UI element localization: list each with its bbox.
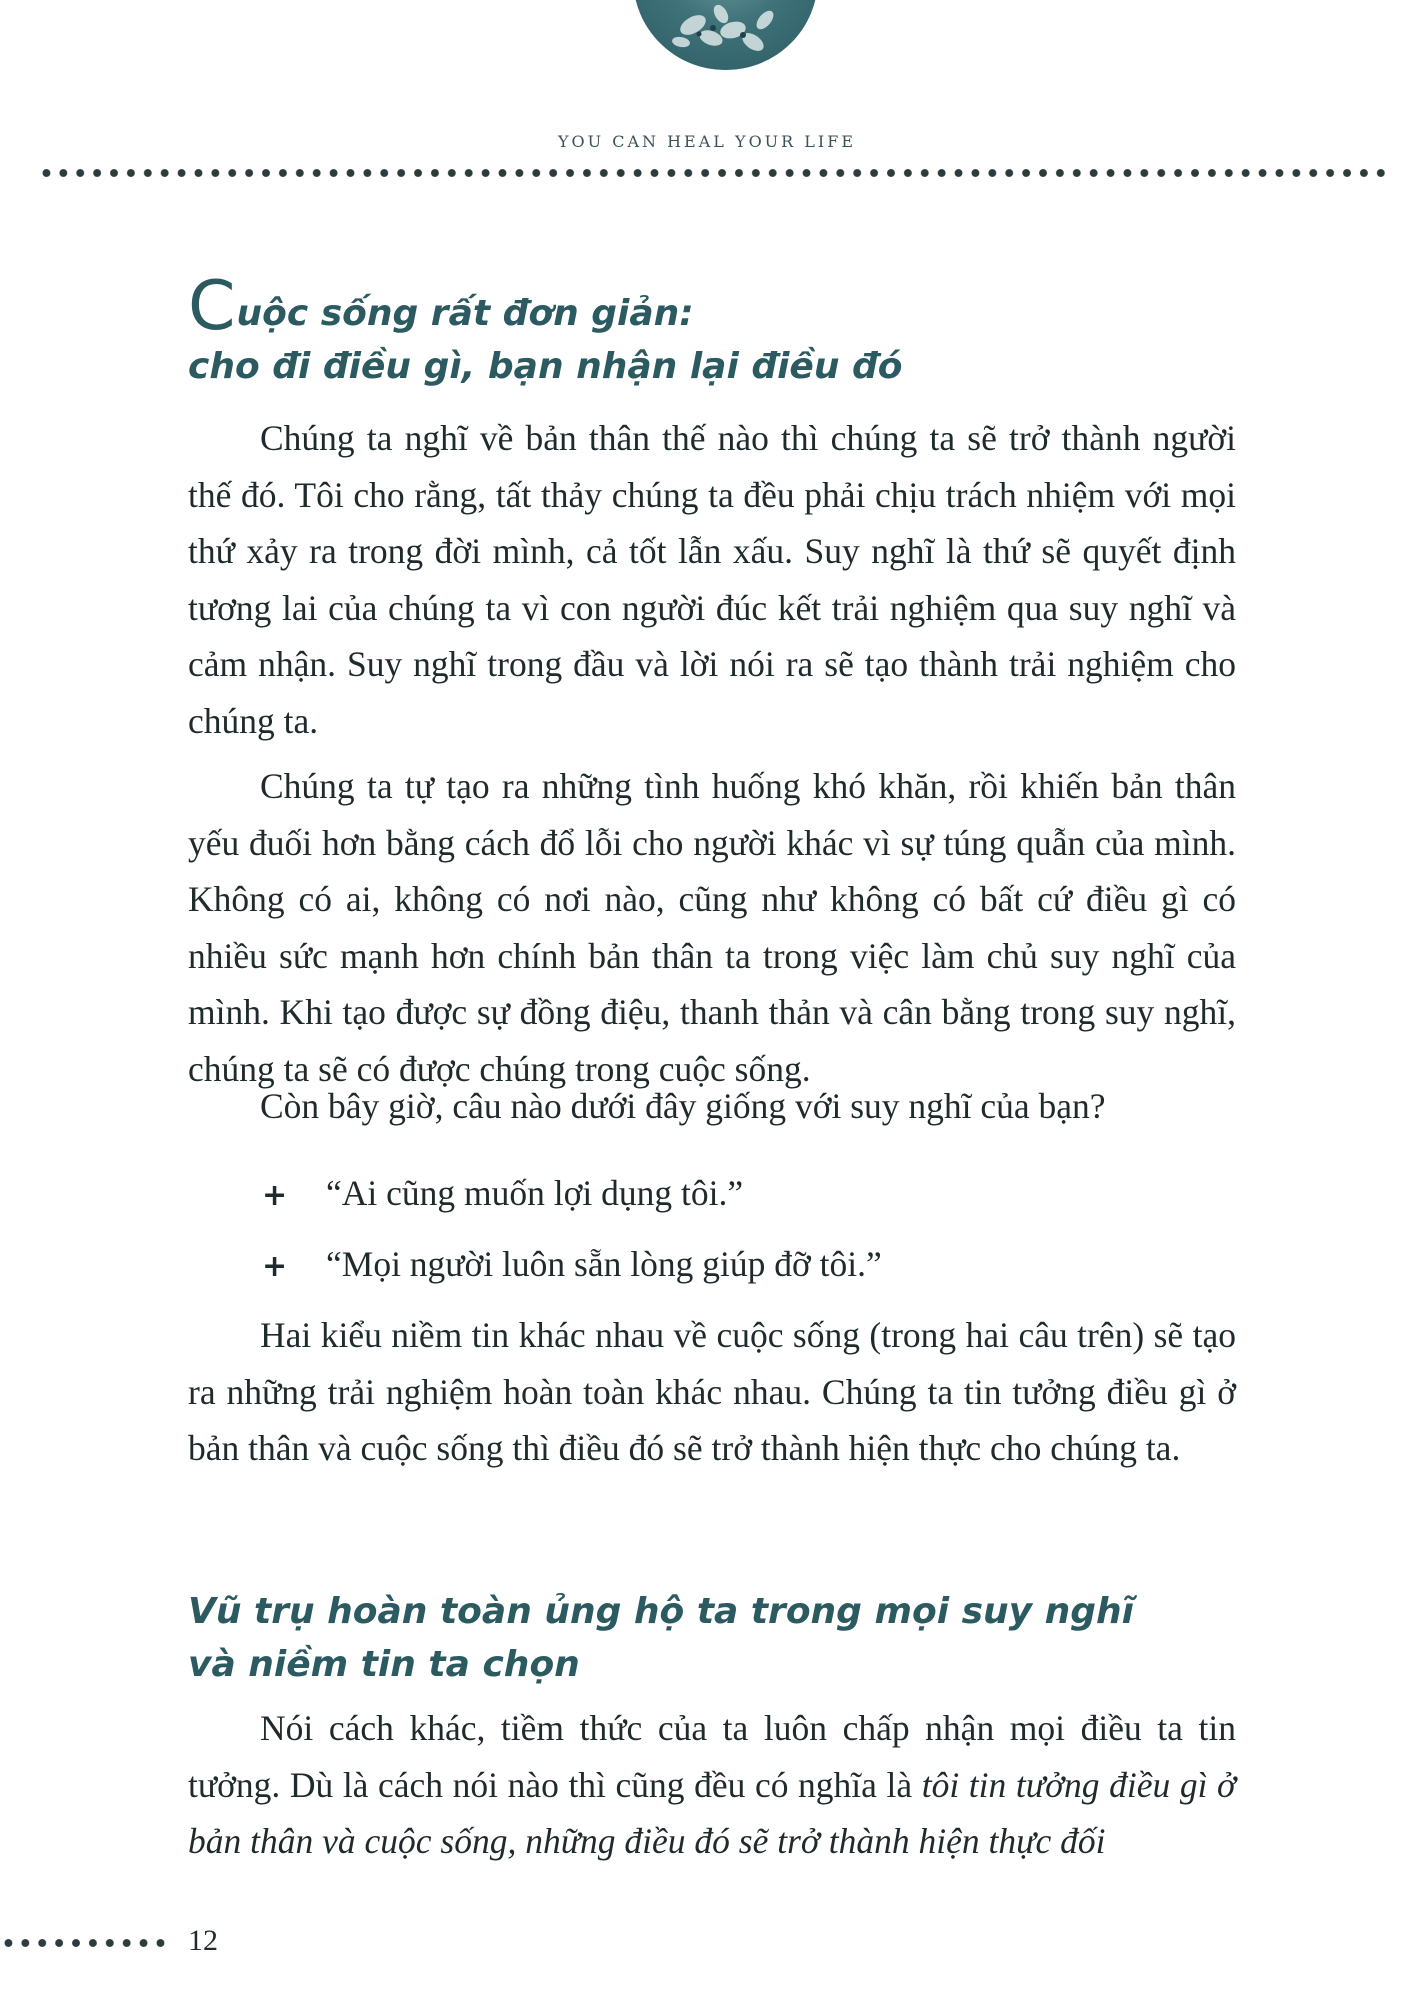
- bullet-text-1: “Ai cũng muốn lợi dụng tôi.”: [326, 1173, 744, 1213]
- paragraph-5-plain: Nói cách khác, tiềm thức của ta luôn chấp nhận mọi điều ta tin tưởng. Dù là cách nói nào thì cũng đều có nghĩa là: [188, 1708, 1236, 1805]
- paragraph-2: Chúng ta tự tạo ra những tình huống khó khăn, rồi khiến bản thân yếu đuối hơn bằng cách đổ lỗi cho người khác vì sự túng quẫn của mình. Không có ai, không có nơi nào, cũng như không có bất cứ điều gì có nhiều sức mạnh hơn chính bản thân ta trong việc làm chủ suy nghĩ của mình. Khi tạo được sự đồng điệu, thanh thản và cân bằng trong suy nghĩ, chúng ta sẽ có được chúng trong cuộc sống.: [188, 766, 1236, 1089]
- section-heading-2-line-2: và niềm tin ta chọn: [188, 1644, 580, 1685]
- section-heading-1-line-1: [188, 267, 1238, 346]
- bullet-text-2: “Mọi người luôn sẵn lòng giúp đỡ tôi.”: [326, 1244, 882, 1284]
- paragraph-question: Còn bây giờ, câu nào dưới đây giống với suy nghĩ của bạn?: [260, 1086, 1106, 1126]
- flower-ornament-icon: [633, 0, 818, 70]
- paragraph-1: Chúng ta nghĩ về bản thân thế nào thì chúng ta sẽ trở thành người thế đó. Tôi cho rằng, tất thảy chúng ta đều phải chịu trách nhiệm với mọi thứ xảy ra trong đời mình, cả tốt lẫn xấu. Suy nghĩ là thứ sẽ quyết định tương lai của chúng ta vì con người đúc kết trải nghiệm qua suy nghĩ và cảm nhận. Suy nghĩ trong đầu và lời nói ra sẽ tạo thành trải nghiệm cho chúng ta.: [188, 418, 1236, 741]
- heading-initial-letter: C: [188, 267, 236, 346]
- footer-dotted-rule: [0, 1938, 170, 1948]
- bullet-item-2: [262, 1236, 1242, 1295]
- section-heading-2-line-1: Vũ trụ hoàn toàn ủng hộ ta trong mọi suy nghĩ: [188, 1591, 1135, 1632]
- plus-bullet-icon: +: [262, 1178, 288, 1213]
- heading-line-1-text: uộc sống rất đơn giản:: [236, 293, 694, 334]
- flower-ornament-graphic: [633, 0, 818, 70]
- running-header-title: YOU CAN HEAL YOUR LIFE: [557, 132, 857, 151]
- paragraph-5-italic: tôi tin tưởng điều gì ở bản thân và cuộc sống, những điều đó sẽ trở thành hiện thực đối: [188, 1764, 1236, 1861]
- paragraph-5: [188, 1700, 1236, 1870]
- bullet-item-1: [262, 1165, 1242, 1224]
- header-dotted-rule: [38, 168, 1390, 178]
- page-number: 12: [188, 1924, 218, 1957]
- paragraph-closing: Hai kiểu niềm tin khác nhau về cuộc sống (trong hai câu trên) sẽ tạo ra những trải nghiệm hoàn toàn khác nhau. Chúng ta tin tưởng điều gì ở bản thân và cuộc sống thì điều đó sẽ trở thành hiện thực cho chúng ta.: [188, 1315, 1236, 1468]
- section-heading-1-line-2: cho đi điều gì, bạn nhận lại điều đó: [188, 346, 903, 387]
- section-heading-1: [188, 267, 1238, 393]
- section-heading-2: [188, 1585, 1238, 1691]
- plus-bullet-icon: +: [262, 1249, 288, 1284]
